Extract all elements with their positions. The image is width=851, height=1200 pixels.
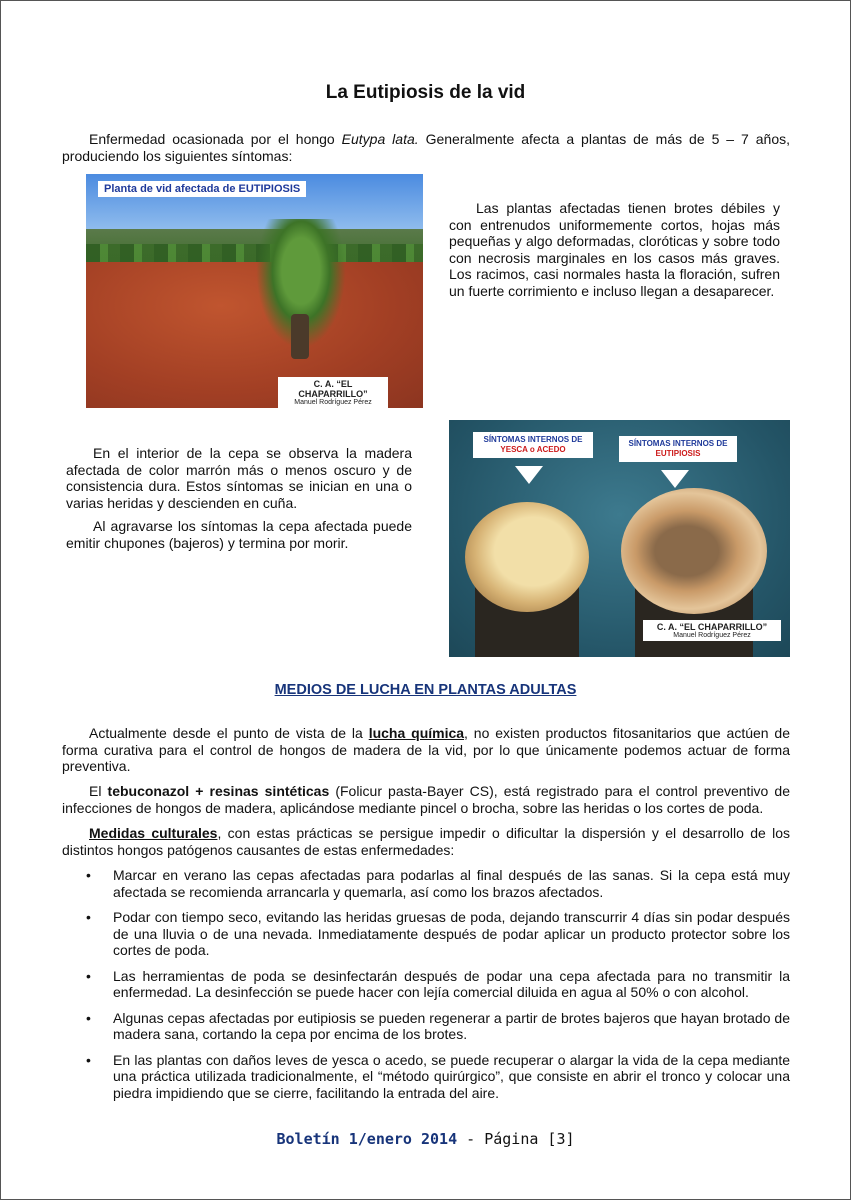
stump-right-section (621, 488, 767, 614)
tebu-emph: tebuconazol + resinas sintéticas (107, 783, 330, 799)
wood-section-photo (449, 420, 790, 657)
photo-vine-trunk (291, 314, 309, 359)
label-eutipiosis-line2: EUTIPIOSIS (655, 449, 701, 458)
quimica-emph: lucha química (368, 725, 465, 741)
quimica-lead: Actualmente desde el punto de vista de la (89, 725, 369, 741)
cultural-measures-list (86, 867, 790, 1110)
list-item: • Algunas cepas afectadas por eutipiosis se pueden regenerar a partir de brotes bajeros que hayan brotado de madera sana, cortando la cepa por encima de los brotes. (86, 1010, 790, 1043)
list-item: • Las herramientas de poda se desinfectarán después de podar una cepa afectada para no transmitir la enfermedad. La desinfección se puede hacer con lejía comercial diluida en agua al 50% o con alcohol. (86, 968, 790, 1001)
interior-paragraph-2: Al agravarse los síntomas la cepa afectada puede emitir chupones (bajeros) y termina por morir. (66, 518, 412, 551)
page-footer (0, 1130, 851, 1148)
list-item: • En las plantas con daños leves de yesca o acedo, se puede recuperar o alargar la vida de la cepa mediante una práctica utilizada tradicionalmente, el “método quirúrgico”, que consiste en abrir el tronco y colocar una piedra impidiendo que se cierre, facilitando la entrada del aire. (86, 1052, 790, 1102)
symptoms-paragraph: Las plantas afectadas tienen brotes débiles y con entrenudos uniformemente cortos, hojas más pequeñas y algo deformadas, cloróticas y sobre todo con necrosis marginales en los casos más graves. Los racimos, casi normales hasta la floración, sufren un fuerte corrimiento e incluso llegan a desaparecer. (449, 200, 780, 299)
intro-rest: Generalmente afecta a plantas de más de 5 – 7 años, produciendo los siguientes síntomas: (62, 131, 790, 164)
page-title: La Eutipiosis de la vid (325, 82, 526, 103)
culturales-rest: , con estas prácticas se persigue impedir o dificultar la dispersión y el desarrollo de los distintos hongos patógenos causantes de estas enfermedades: (62, 825, 790, 858)
label-yesca-or: o (527, 445, 537, 454)
label-eutipiosis-line1: SÍNTOMAS INTERNOS DE (628, 439, 728, 448)
label-yesca (473, 432, 593, 458)
culturales-emph: Medidas culturales (89, 825, 218, 841)
stump-left-section (465, 502, 589, 612)
intro-lead: Enfermedad ocasionada por el hongo (89, 131, 342, 147)
photo2-credit (643, 620, 781, 641)
label-yesca-word: YESCA (500, 445, 528, 454)
quimica-rest: , no existen productos fitosanitarios que actúen de forma curativa para el control de hongos de madera de la vid, por lo que únicamente podemos actuar de forma preventiva. (62, 725, 791, 774)
photo-credit-line1: C. A. “EL CHAPARRILLO” (298, 379, 368, 399)
tebu-rest: (Folicur pasta-Bayer CS), está registrado para el control preventivo de infecciones de hongos de madera, aplicándose mediante pincel o brocha, sobre las heridas o los cortes de poda. (62, 783, 790, 816)
list-item: • Podar con tiempo seco, evitando las heridas gruesas de poda, dejando transcurrir 4 días sin podar después de una lluvia o de una nevada. Inmediatamente después de podar aplicar un producto protector sobre los cortes de poda. (86, 909, 790, 959)
label-acedo-word: ACEDO (536, 445, 566, 454)
photo2-credit-line1: C. A. “EL CHAPARRILLO” (656, 622, 768, 632)
footer-bulletin: Boletín 1/enero 2014 (276, 1130, 458, 1148)
intro-species: Eutypa lata. (341, 131, 419, 147)
cultural-measures-paragraph (62, 825, 790, 858)
arrow-left-icon (515, 466, 543, 484)
photo-credit (278, 377, 388, 408)
photo-credit-line2: Manuel Rodríguez Pérez (294, 399, 372, 406)
tebuconazol-paragraph (62, 783, 790, 816)
chemical-control-paragraph (62, 725, 790, 775)
label-eutipiosis (619, 436, 737, 462)
footer-page: - Página [3] (457, 1130, 575, 1148)
vine-photo (86, 174, 423, 408)
photo2-credit-line2: Manuel Rodríguez Pérez (673, 632, 751, 639)
intro-paragraph (62, 131, 790, 164)
arrow-right-icon (661, 470, 689, 488)
label-yesca-line1: SÍNTOMAS INTERNOS DE (483, 435, 583, 444)
interior-paragraph-1: En el interior de la cepa se observa la madera afectada de color marrón más o menos oscuro y de consistencia dura. Estos síntomas se inician en una o varias heridas y descienden en cuña. (66, 445, 412, 511)
photo-caption: Planta de vid afectada de EUTIPIOSIS (98, 181, 306, 197)
list-item: • Marcar en verano las cepas afectadas para podarlas al final después de las sanas. Si la cepa está muy afectada se recomienda arrancarla y quemarla, así como los brazos afectados. (86, 867, 790, 900)
section-heading: MEDIOS DE LUCHA EN PLANTAS ADULTAS (274, 682, 577, 698)
tebu-lead: El (89, 783, 108, 799)
